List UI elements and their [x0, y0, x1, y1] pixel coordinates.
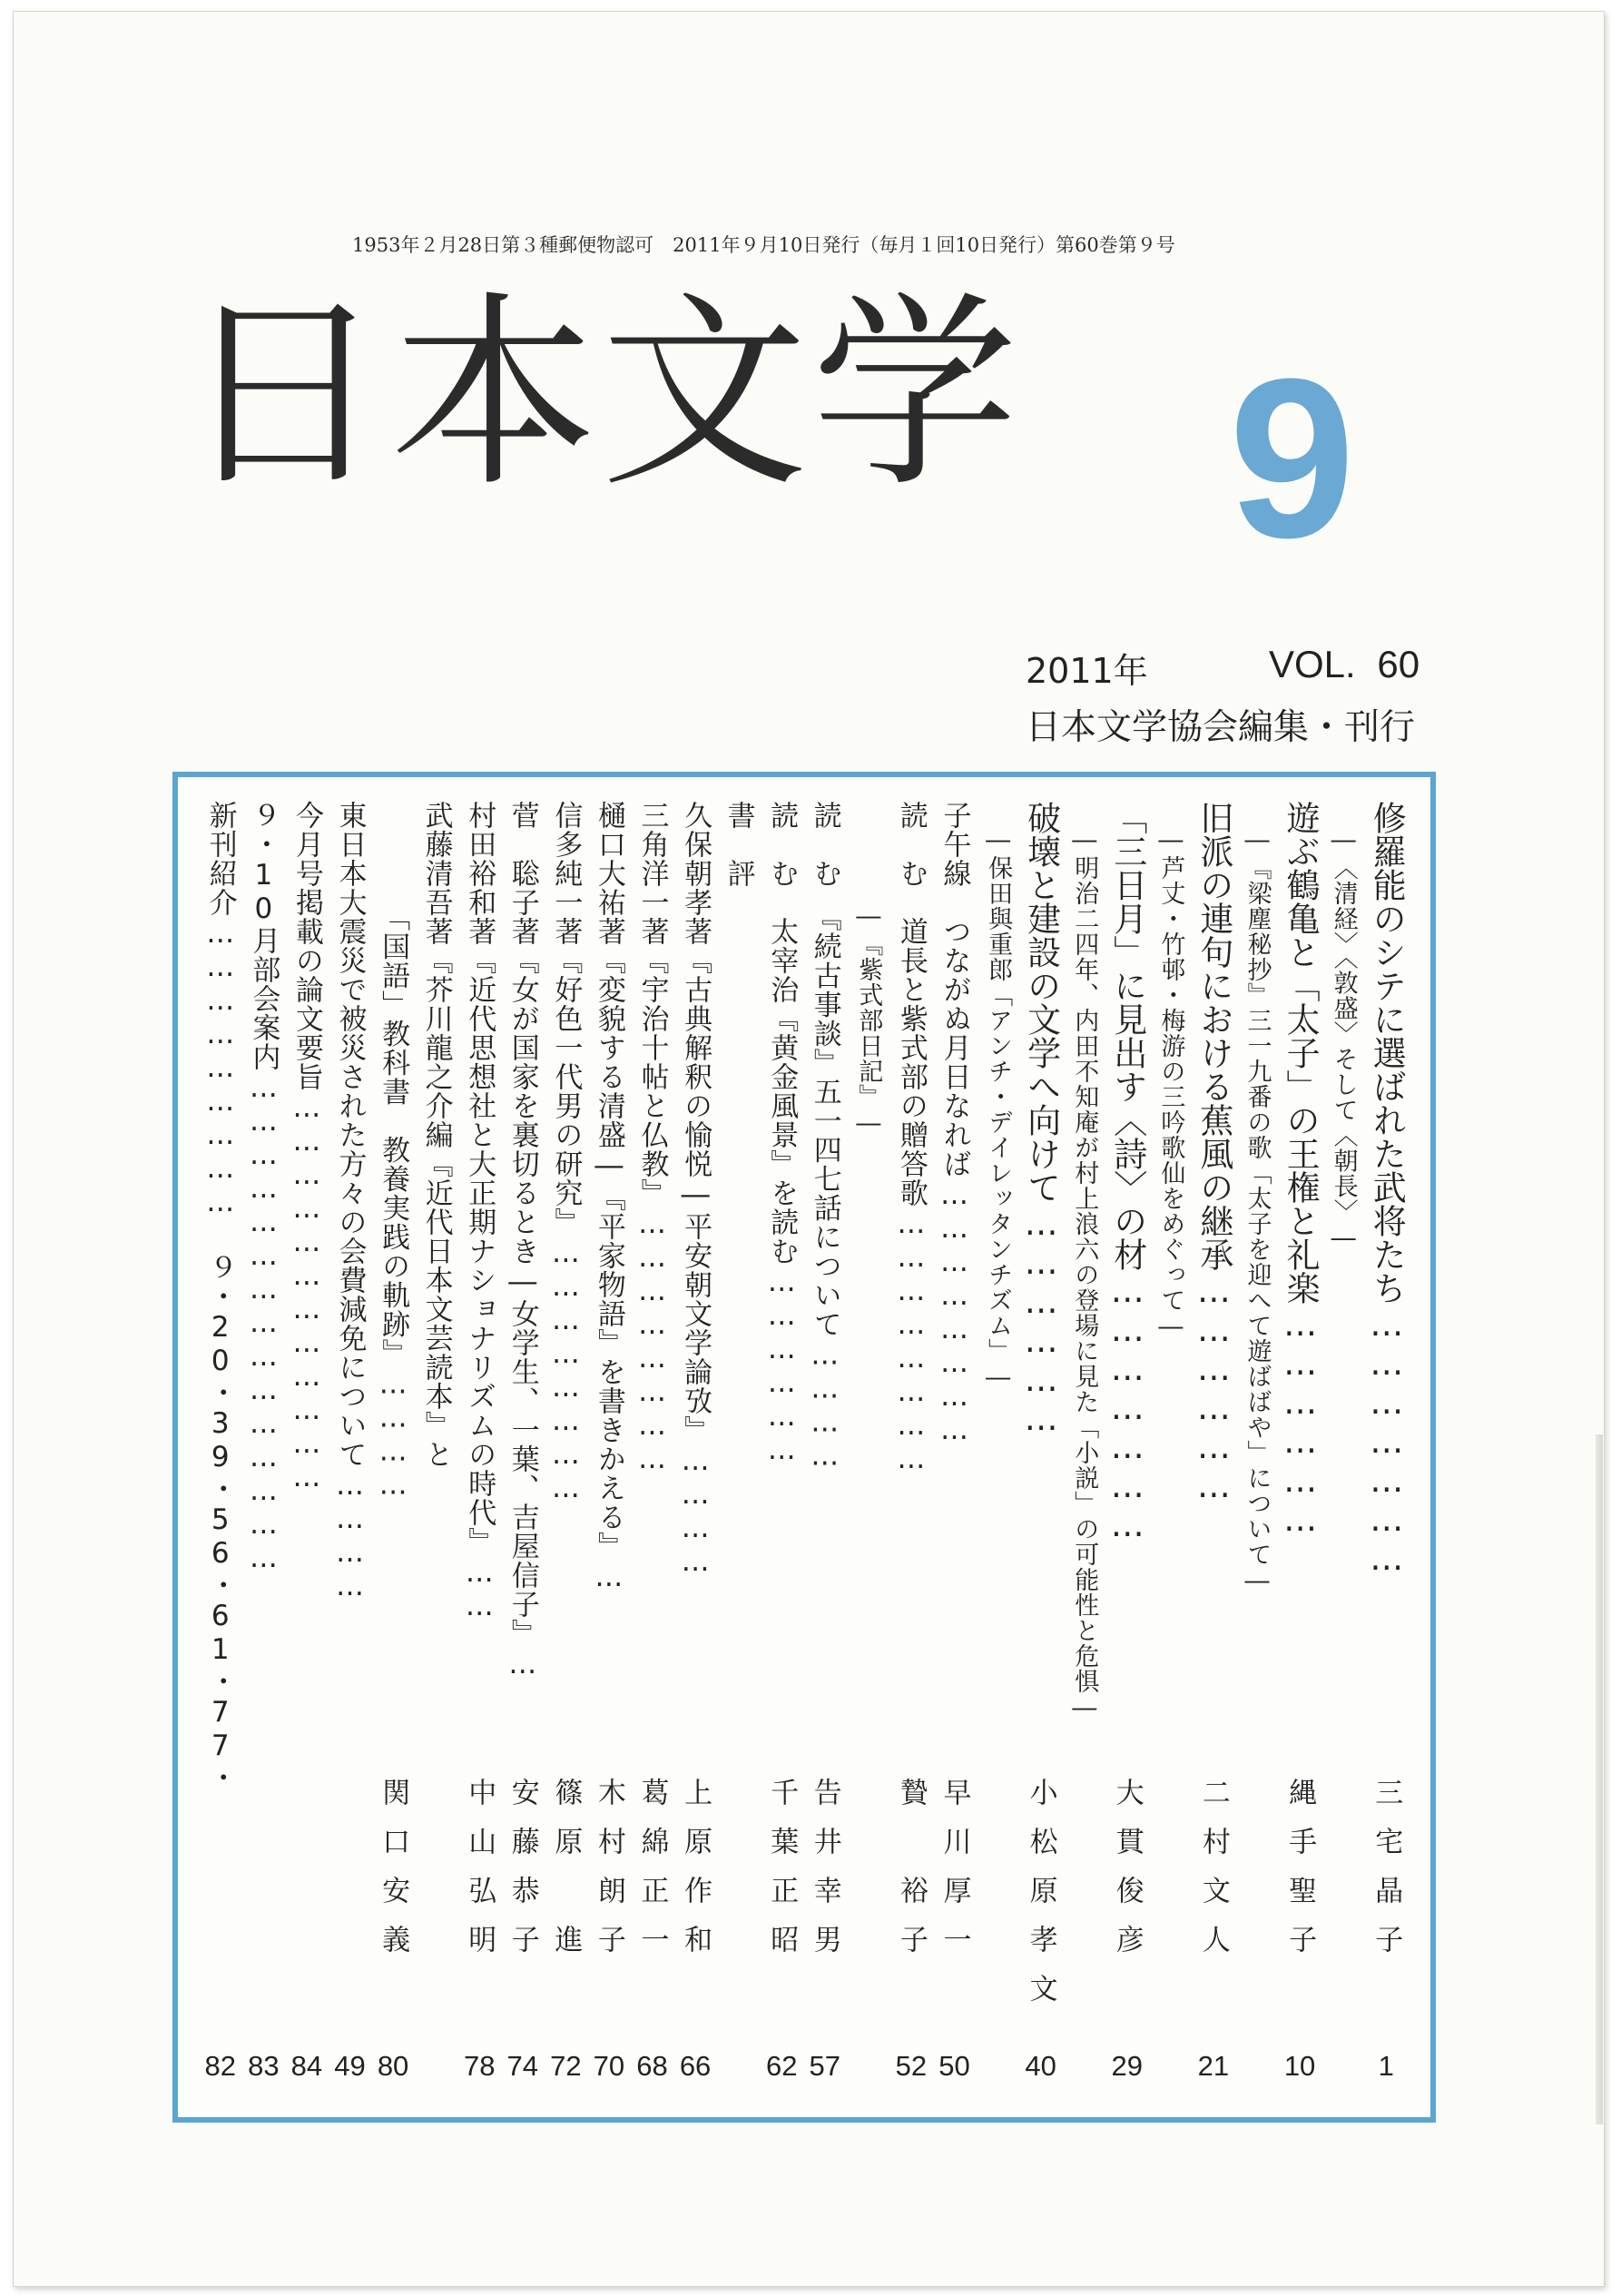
toc-entry-page: 50	[938, 2050, 970, 2082]
toc-entry-title: 信多純一著『好色一代男の研究』……………………	[549, 801, 583, 1505]
volume-number: VOL. 60	[1269, 643, 1420, 685]
toc-entry-title: 東日本大震災で被災された方々の会費減免について…………	[333, 801, 367, 1603]
toc-entry-title: 菅 聡子著『女が国家を裏切るとき―女学生、一葉、吉屋信子』…	[506, 801, 539, 1681]
toc-entry-page: 52	[895, 2050, 928, 2082]
toc-entry-title: 今月号掲載の論文要旨………………………………	[290, 801, 323, 1494]
toc-entry	[761, 797, 803, 2097]
toc-entry-author: 葛綿正一	[635, 1778, 669, 1974]
toc-entry-title: 村田裕和著『近代思想社と大正期ナショナリズムの時代』……	[463, 801, 496, 1623]
toc-entry	[848, 797, 889, 2097]
toc-entry-page: 70	[593, 2050, 625, 2082]
toc-entry-author: 上原作和	[679, 1778, 712, 1974]
publisher-line: 日本文学協会編集・刊行	[1026, 707, 1416, 748]
table-of-contents	[172, 772, 1436, 2123]
toc-entry-page: 84	[290, 2050, 323, 2082]
toc-entry-author: 木村朗子	[592, 1778, 625, 1974]
toc-entry-title: 読 む 太宰治『黄金風景』を読む………………	[765, 801, 799, 1467]
toc-entry-title: 「国語」教科書 教養実践の軌跡』…………	[377, 801, 410, 1503]
toc-entry-title: 修羅能のシテに選ばれた武将たち…………………	[1367, 801, 1407, 1578]
toc-entry-title: 読 む 『続古事談』五一四七話について…………	[808, 801, 841, 1473]
magazine-title: 日本文学	[180, 273, 1022, 515]
toc-entry-page: 78	[463, 2050, 496, 2082]
toc-entry	[633, 797, 674, 2097]
toc-entry-title: 書 評	[722, 801, 755, 888]
toc-entry-author: 早川厚一	[938, 1778, 971, 1974]
toc-entry	[1237, 797, 1279, 2097]
toc-entry-page: 57	[809, 2050, 841, 2082]
toc-entry-title: ―〈清経〉〈敦盛〉そして〈朝長〉―	[1329, 801, 1358, 1254]
toc-entry	[978, 797, 1019, 2097]
toc-entry-page: 66	[679, 2050, 712, 2082]
toc-entry	[675, 797, 717, 2097]
toc-entry-author: 関口安義	[377, 1778, 410, 1974]
toc-entry	[417, 797, 458, 2097]
toc-entry	[1323, 797, 1365, 2097]
toc-entry-title: ―『紫式部日記』―	[854, 801, 883, 1138]
toc-entry-page: 74	[506, 2050, 539, 2082]
toc-entry-author: 告井幸男	[808, 1778, 841, 1974]
toc-entry	[201, 797, 242, 2097]
toc-entry-page: 82	[204, 2050, 237, 2082]
toc-entry-title: 新刊紹介……………………… ９・20・39・56・61・77・	[203, 801, 237, 1792]
toc-entry-page: 49	[334, 2050, 366, 2082]
toc-entry	[1366, 797, 1408, 2097]
toc-entry-title: 久保朝孝著『古典解釈の愉悦―平安朝文学論攷』…………	[679, 801, 712, 1579]
toc-entry-title: ―芦丈・竹邨・梅游の三吟歌仙をめぐって―	[1156, 801, 1185, 1342]
toc-entry-author: 贄 裕子	[894, 1778, 928, 1974]
toc-entry	[935, 797, 977, 2097]
toc-entry-page: 40	[1025, 2050, 1056, 2082]
toc-entry	[503, 797, 545, 2097]
issue-number: 9	[1229, 331, 1356, 585]
toc-entry-page: 68	[636, 2050, 668, 2082]
page-edge-shadow	[1596, 1434, 1603, 2124]
toc-entry-title: 破壊と建設の文学へ向けて………………	[1021, 801, 1061, 1438]
toc-entry-title: 武藤清吾著『芥川龍之介編『近代日本文芸読本』と	[419, 801, 453, 1469]
toc-entry-author: 小松原孝文	[1024, 1778, 1057, 2023]
toc-entry	[589, 797, 631, 2097]
toc-entry	[1194, 797, 1235, 2097]
toc-entry-page: 83	[248, 2050, 280, 2082]
toc-entry-title: ―『梁塵秘抄』三一九番の歌「太子を迎へて遊ばばや」について―	[1243, 801, 1272, 1596]
toc-entry-title: 旧派の連句における蕉風の継承………………	[1194, 801, 1233, 1505]
toc-entry	[1280, 797, 1321, 2097]
toc-entry-title: 樋口大祐著『変貌する清盛―『平家物語』を書きかえる』…	[592, 801, 625, 1594]
toc-entry-page: 21	[1197, 2050, 1230, 2082]
toc-entry-title: ―明治二四年、内田不知庵が村上浪六の登場に見た「小説」の可能性と危惧―	[1070, 801, 1099, 1723]
toc-entry-title: ９・10月部会案内………………………………………	[247, 801, 280, 1575]
toc-entry	[373, 797, 415, 2097]
toc-entry-page: 1	[1378, 2050, 1394, 2082]
toc-entry-page: 29	[1111, 2050, 1144, 2082]
toc-entry	[1064, 797, 1105, 2097]
toc-entry-author: 篠原 進	[549, 1778, 583, 1974]
toc-entry-page: 10	[1283, 2050, 1316, 2082]
toc-entry	[330, 797, 372, 2097]
toc-entry-author: 中山弘明	[463, 1778, 496, 1974]
toc-entry-author: 二村文人	[1196, 1778, 1230, 1974]
toc-entry-author: 安藤恭子	[506, 1778, 539, 1974]
toc-entry-title: 遊ぶ鶴亀と「太子」の王権と礼楽………………	[1281, 801, 1321, 1539]
toc-entry	[805, 797, 847, 2097]
issue-year: 2011年	[1026, 651, 1148, 691]
toc-entry	[719, 797, 761, 2097]
toc-entry-author: 三宅晶子	[1370, 1778, 1403, 1974]
toc-entry	[243, 797, 285, 2097]
toc-entry	[1021, 797, 1063, 2097]
toc-entry	[287, 797, 329, 2097]
toc-entry	[891, 797, 933, 2097]
toc-entry-page: 62	[765, 2050, 798, 2082]
toc-entry-title: 三角洋一著『宇治十帖と仏教』……………………	[635, 801, 669, 1476]
toc-entry	[459, 797, 501, 2097]
toc-entry-author: 縄手聖子	[1283, 1778, 1317, 1974]
toc-entry	[1107, 797, 1149, 2097]
toc-entry-title: 読 む 道長と紫式部の贈答歌……………………	[894, 801, 928, 1476]
toc-columns	[200, 797, 1409, 2097]
toc-entry-author: 千葉正昭	[765, 1778, 799, 1974]
toc-entry	[1150, 797, 1192, 2097]
toc-entry-title: 「三日月」に見出す〈詩〉の材…………………	[1107, 801, 1147, 1544]
toc-entry-page: 80	[377, 2050, 409, 2082]
toc-entry-author: 大貫俊彦	[1110, 1778, 1144, 1974]
toc-entry-title: 子午線 つながぬ月日なれば……………………	[938, 801, 971, 1447]
toc-entry	[545, 797, 587, 2097]
toc-entry-page: 72	[550, 2050, 582, 2082]
postal-notice: 1953年２月28日第３種郵便物認可 2011年９月10日発行（毎月１回10日発行）第60巻第９号	[352, 234, 1175, 256]
toc-entry-title: ―保田與重郎「アンチ・デイレッタンチズム」―	[984, 801, 1013, 1393]
